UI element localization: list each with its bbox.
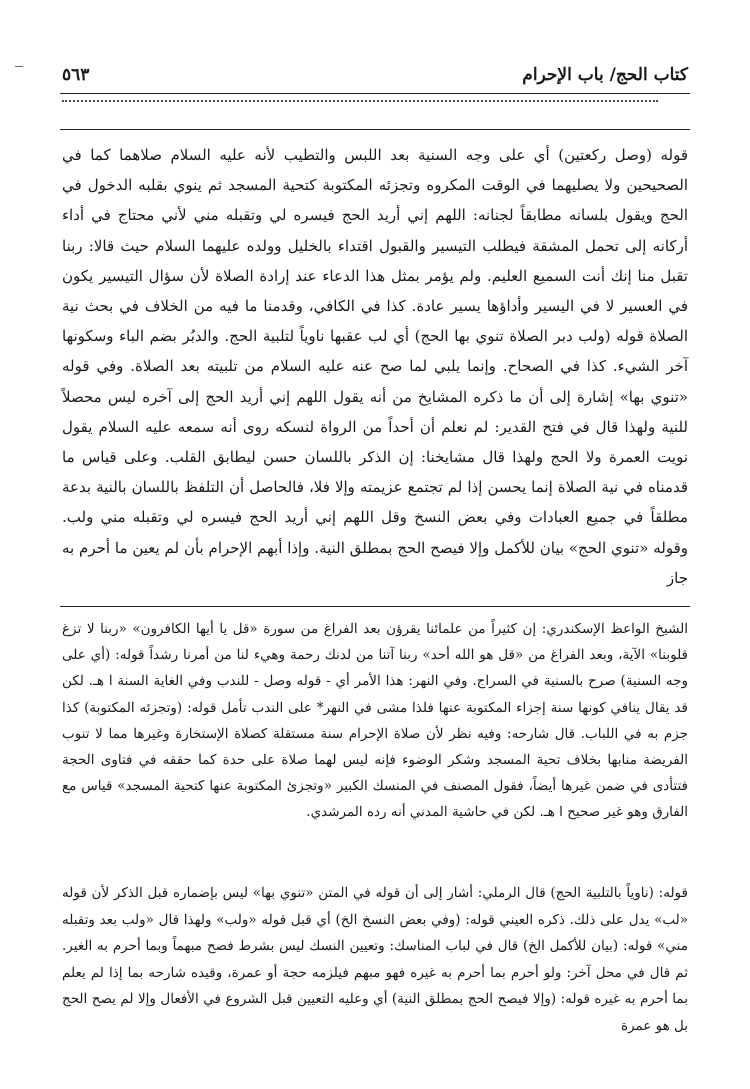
- running-header: [62, 60, 688, 90]
- footnote-block-1: [62, 616, 688, 826]
- section-rule: [60, 129, 690, 130]
- chapter-title: كتاب الحج/ باب الإحرام: [522, 65, 688, 85]
- dotted-divider: [62, 100, 658, 102]
- page-number: ٥٦٣: [62, 65, 90, 85]
- margin-mark: [15, 66, 23, 67]
- footnote-paragraph-2: قوله: (ناوياً بالتلبية الحج) قال الرملي: أشار إلى أن قوله في المتن «تنوي بها» ليس بإضماره قبل الذكر لأن قوله «لب» يدل على ذلك. ذكره العيني قوله: (وفي بعض النسخ الخ) أي قبل قوله «ولب» ولهذا قال «ولب بعد وتقبله مني» قوله: (بيان للأكمل الخ) قال في لباب المناسك: وتعيين النسك ليس بشرط فصح مبهماً وبما أحرم به الغير. ثم قال في محل آخر: ولو أحرم بما أحرم به غيره فهو مبهم فيلزمه حجة أو عمرة، وقيده شارحه بما إذا لم يعلم بما أحرم به غيره قوله: (وإلا فيصح الحج بمطلق النية) أي وعليه التعيين قبل الشروع في الأفعال وإلا لم يصح الحج بل هو عمرة: [62, 885, 688, 1034]
- main-paragraph: قوله (وصل ركعتين) أي على وجه السنية بعد اللبس والتطيب لأنه عليه السلام صلاهما كما في الصحيحين ولا يصليهما في الوقت المكروه وتجزئه المكتوبة كتحية المسجد ثم ينوي بقلبه الدخول في الحج ويقول بلسانه مطابقاً لجنانه: اللهم إني أريد الحج فيسره لي وتقبله مني لأني محتاج في أداء أركانه إلى تحمل المشقة فيطلب التيسير والقبول اقتداء بالخليل وولده عليهما السلام حيث قالا: ربنا تقبل منا إنك أنت السميع العليم. ولم يؤمر بمثل هذا الدعاء عند إرادة الصلاة لأن سؤال التيسير يكون في العسير لا في اليسير وأداؤها يسير عادة. كذا في الكافي، وقدمنا ما فيه من الخلاف في بحث نية الصلاة قوله (ولب دبر الصلاة تنوي بها الحج) أي لب عقبها ناوياً لتلبية الحج. والدبُر بضم الباء وسكونها آخر الشيء. كذا في الصحاح. وإنما يلبي لما صح عنه عليه السلام من تلبيته بعد الصلاة. وفي قوله «تنوي بها» إشارة إلى أن ما ذكره المشايخ من أنه يقول اللهم إني أريد الحج إلى آخره ليس محصلاً للنية ولهذا قال في فتح القدير: لم نعلم أن أحداً من الرواة لنسكه روى أنه سمعه عليه السلام يقول نويت العمرة ولا الحج ولهذا قال مشايخنا: إن الذكر باللسان حسن ليطابق القلب. وعلى قياس ما قدمناه في نية الصلاة إنما يحسن إذا لم تجتمع عزيمته وإلا فلا، فالحاصل أن التلفظ باللسان بالنية بدعة مطلقاً في جميع العبادات وفي بعض النسخ وقل اللهم إني أريد الحج فيسره لي وتقبله مني ولب. وقوله «تنوي الحج» بيان للأكمل وإلا فيصح الحج بمطلق النية. وإذا أبهم الإحرام بأن لم يعين ما أحرم به جاز: [62, 146, 688, 587]
- footnote-separator: [60, 606, 690, 607]
- footnote-paragraph-1: الشيخ الواعظ الإسكندري: إن كثيراً من علمائنا يقرؤن بعد الفراغ من سورة «قل يا أيها الكافرون» «ربنا لا تزغ قلوبنا» الآية، وبعد الفراغ من «قل هو الله أحد» ربنا آتنا من لدنك رحمة وهيء لنا من أمرنا رشداً قوله: (أي على وجه السنية) صرح بالسنية في السراج. وفي النهر: هذا الأمر أي - قوله وصل - للندب وفي الغاية السنة ا هـ. لكن قد يقال ينافي كونها سنة إجزاء المكتوبة عنها فلذا مشى في النهر* على الندب تأمل قوله: (وتجزئه المكتوبة) كذا جزم به في اللباب. قال شارحه: وفيه نظر لأن صلاة الإحرام سنة مستقلة كصلاة الإستخارة وغيرها مما لا تنوب الفريضة منابها بخلاف تحية المسجد وشكر الوضوء فإنه ليس لهما صلاة على حدة كما حققه في فتاوى الحجة فتتأدى في ضمن غيرها أيضاً، فقول المصنف في المنسك الكبير «وتجزئ المكتوبة عنها كتحية المسجد» قياس مع الفارق وهو غير صحيح ا هـ. لكن في حاشية المدني أنه رده المرشدي.: [62, 621, 688, 821]
- footnote-block-2: [62, 880, 688, 1039]
- header-rule: [60, 93, 690, 94]
- main-text-block: [62, 140, 688, 593]
